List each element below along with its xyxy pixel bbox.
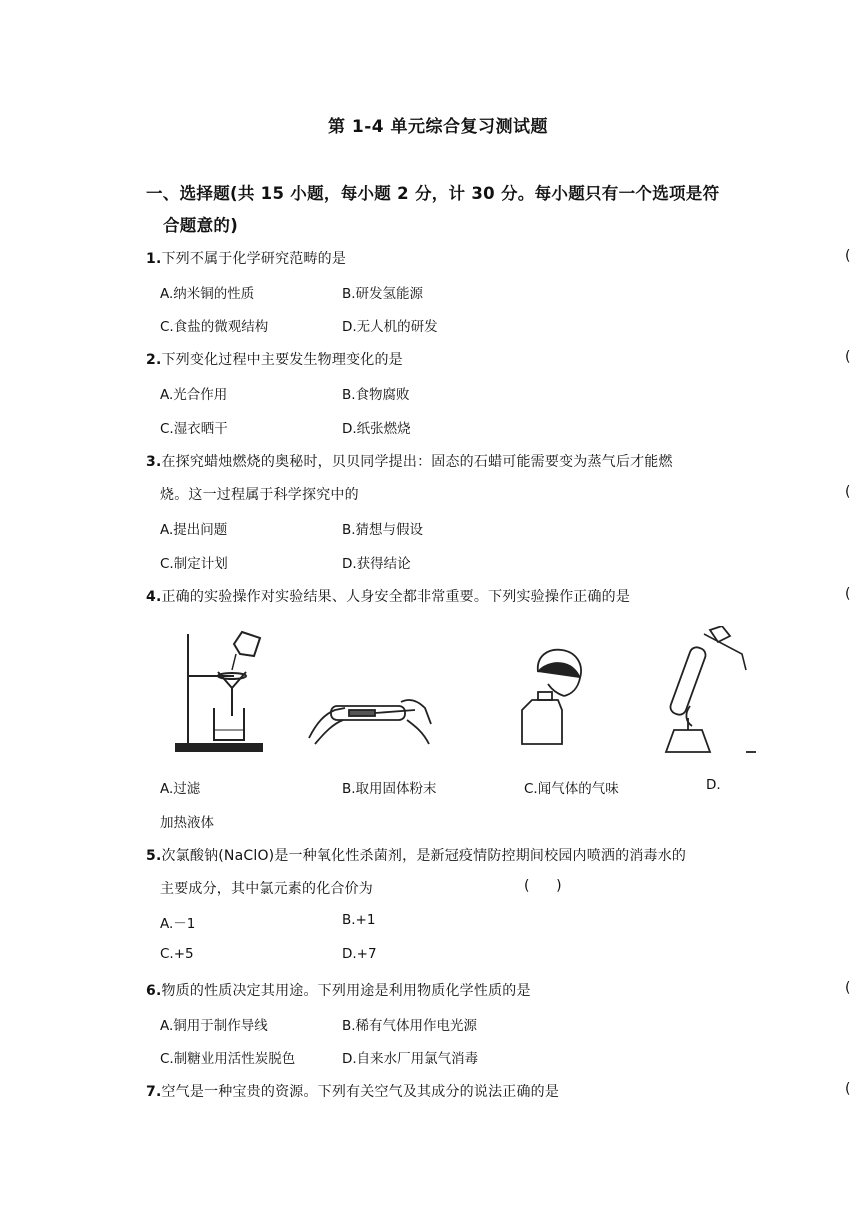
filtration-figure bbox=[174, 624, 266, 754]
question-7 bbox=[146, 1081, 559, 1101]
question-text: 下列不属于化学研究范畴的是 bbox=[161, 251, 347, 267]
question-text: 正确的实验操作对实验结果、人身安全都非常重要。下列实验操作正确的是 bbox=[161, 589, 631, 605]
question-3 bbox=[146, 451, 673, 471]
answer-paren: ( bbox=[845, 484, 851, 500]
option-d[interactable]: D.无人机的研发 bbox=[342, 319, 438, 335]
option-d-wrap: 加热液体 bbox=[160, 815, 214, 831]
option-c[interactable]: C.食盐的微观结构 bbox=[160, 319, 269, 335]
page-title: 第 1-4 单元综合复习测试题 bbox=[328, 117, 549, 137]
question-4 bbox=[146, 586, 630, 606]
question-text: 物质的性质决定其用途。下列用途是利用物质化学性质的是 bbox=[161, 983, 531, 999]
question-text: 次氯酸钠(NaClO)是一种氧化性杀菌剂，是新冠疫情防控期间校园内喷洒的消毒水的 bbox=[161, 848, 687, 864]
question-5 bbox=[146, 845, 686, 865]
smelling-gas-figure bbox=[518, 644, 598, 748]
question-number: 4. bbox=[146, 589, 162, 605]
option-b[interactable]: B.稀有气体用作电光源 bbox=[342, 1018, 478, 1034]
option-c[interactable]: C.制定计划 bbox=[160, 556, 228, 572]
option-d[interactable]: D.自来水厂用氯气消毒 bbox=[342, 1051, 479, 1067]
question-number: 1. bbox=[146, 251, 162, 267]
option-a[interactable]: A.光合作用 bbox=[160, 387, 228, 403]
option-a[interactable]: A.纳米铜的性质 bbox=[160, 286, 255, 302]
question-number: 3. bbox=[146, 454, 162, 470]
option-c[interactable]: C.闻气体的气味 bbox=[524, 781, 619, 797]
section-heading-line2: 合题意的) bbox=[163, 216, 239, 235]
option-a[interactable]: A.铜用于制作导线 bbox=[160, 1018, 268, 1034]
question-1 bbox=[146, 248, 346, 268]
question-number: 5. bbox=[146, 848, 162, 864]
answer-paren: ( bbox=[845, 1081, 851, 1097]
heating-liquid-figure bbox=[650, 626, 762, 758]
option-d[interactable]: D.获得结论 bbox=[342, 556, 411, 572]
solid-powder-figure bbox=[305, 684, 435, 750]
answer-paren: ( bbox=[845, 980, 851, 996]
option-d[interactable]: D. bbox=[706, 777, 721, 793]
option-b[interactable]: B.研发氢能源 bbox=[342, 286, 424, 302]
answer-paren: ( bbox=[845, 248, 851, 264]
question-number: 2. bbox=[146, 352, 162, 368]
question-6 bbox=[146, 980, 531, 1000]
question-text: 下列变化过程中主要发生物理变化的是 bbox=[161, 352, 403, 368]
option-c[interactable]: C.湿衣晒干 bbox=[160, 421, 228, 437]
option-b[interactable]: B.取用固体粉末 bbox=[342, 781, 437, 797]
question-number: 7. bbox=[146, 1084, 162, 1100]
answer-paren: ( bbox=[845, 586, 851, 602]
option-b[interactable]: B.食物腐败 bbox=[342, 387, 410, 403]
option-a[interactable]: A.过滤 bbox=[160, 781, 201, 797]
option-a[interactable]: A.提出问题 bbox=[160, 522, 228, 538]
option-d[interactable]: D.+7 bbox=[342, 946, 377, 962]
question-5-line2: 主要成分，其中氯元素的化合价为 bbox=[160, 881, 373, 897]
question-number: 6. bbox=[146, 983, 162, 999]
option-c[interactable]: C.制糖业用活性炭脱色 bbox=[160, 1051, 296, 1067]
option-c[interactable]: C.+5 bbox=[160, 946, 194, 962]
option-b[interactable]: B.+1 bbox=[342, 912, 376, 928]
question-text: 在探究蜡烛燃烧的奥秘时，贝贝同学提出：固态的石蜡可能需要变为蒸气后才能燃 bbox=[161, 454, 673, 470]
option-a[interactable]: A.－1 bbox=[160, 916, 196, 932]
option-d[interactable]: D.纸张燃烧 bbox=[342, 421, 411, 437]
answer-paren: ( bbox=[845, 349, 851, 365]
option-b[interactable]: B.猜想与假设 bbox=[342, 522, 424, 538]
question-text: 空气是一种宝贵的资源。下列有关空气及其成分的说法正确的是 bbox=[161, 1084, 560, 1100]
section-heading-line1: 一、选择题(共 15 小题，每小题 2 分，计 30 分。每小题只有一个选项是符 bbox=[146, 184, 720, 203]
question-3-line2: 烧。这一过程属于科学探究中的 bbox=[160, 487, 359, 503]
answer-paren: ( ) bbox=[524, 878, 562, 894]
question-2 bbox=[146, 349, 403, 369]
